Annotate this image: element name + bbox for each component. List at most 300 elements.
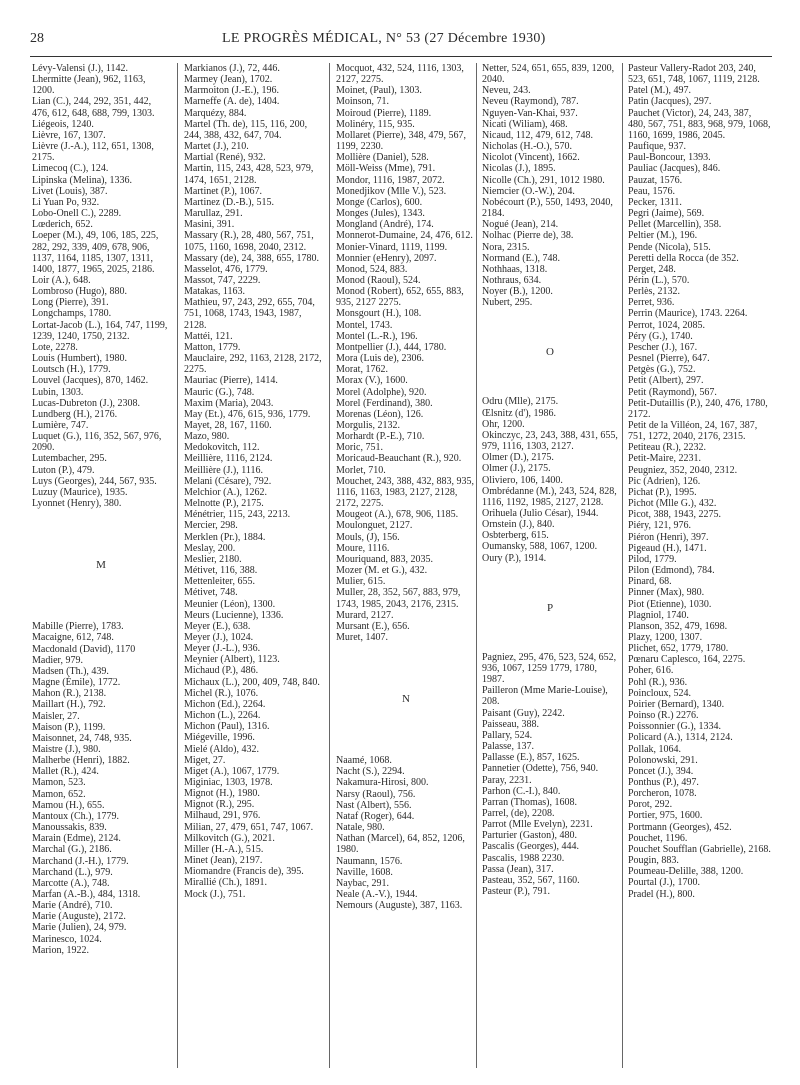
- index-entry: Nathan (Marcel), 64, 852, 1206, 1980.: [336, 833, 465, 856]
- index-entry: Naybac, 291.: [336, 877, 390, 889]
- index-entry: Lièvre, 167, 1307.: [32, 129, 106, 141]
- index-entry: Mignot (R.), 295.: [184, 799, 255, 811]
- index-entry: Mouchet, 243, 388, 432, 883, 935, 1116, 1163, 1983, 2127, 2128, 2172, 2275.: [336, 475, 475, 510]
- index-entry: Mongland (André), 174.: [336, 219, 434, 231]
- index-column-1: [32, 63, 170, 956]
- index-entry: Madier, 979.: [32, 654, 83, 666]
- index-entry: Monges (Jules), 1343.: [336, 208, 425, 220]
- index-entry: Mazo, 980.: [184, 431, 230, 443]
- index-entry: Lhermitte (Jean), 962, 1163, 1200.: [32, 74, 146, 97]
- index-entry: Monod (Robert), 652, 655, 883, 935, 2127 2275.: [336, 286, 464, 309]
- index-entry: Monnier (eHenry), 2097.: [336, 252, 437, 264]
- index-entry: Loir (A.), 648.: [32, 274, 91, 286]
- index-entry: Nora, 2315.: [482, 241, 530, 253]
- index-entry: Pichot (Mlle G.), 432.: [628, 498, 717, 510]
- index-entry: Osbterberg, 615.: [482, 530, 549, 542]
- index-entry: Massary (R.), 28, 480, 567, 751, 1075, 1160, 1698, 2040, 2312.: [184, 230, 314, 253]
- index-entry: Petit de la Villéon, 24, 167, 387, 751, 1272, 2040, 2176, 2315.: [628, 420, 758, 443]
- section-letter-heading: O: [546, 346, 554, 359]
- index-entry: Meyer (E.), 638.: [184, 620, 251, 632]
- index-entry: Nicolas (J.), 1895.: [482, 163, 556, 175]
- index-entry: Nemours (Auguste), 387, 1163.: [336, 900, 463, 912]
- index-entry: Miget, 27.: [184, 754, 226, 766]
- index-column-2: [184, 63, 324, 900]
- index-entry: Mulier, 615.: [336, 576, 386, 588]
- index-entry: Petit (Albert), 297.: [628, 375, 704, 387]
- column-divider: [622, 63, 623, 1068]
- index-entry: Paisseau, 388.: [482, 718, 539, 730]
- index-entry: Perrin (Maurice), 1743. 2264.: [628, 308, 748, 320]
- index-entry: Nobécourt (P.), 550, 1493, 2040, 2184.: [482, 196, 613, 220]
- index-entry: Natale, 980.: [336, 822, 385, 834]
- index-column-3: [336, 63, 476, 911]
- index-entry: Pegri (Jaime), 569.: [628, 208, 705, 220]
- index-entry: Netter, 524, 651, 655, 839, 1200, 2040.: [482, 63, 615, 86]
- index-entry: Marfan (A.-B.), 484, 1318.: [32, 889, 141, 900]
- index-entry: Peretti della Rocca (de 352.: [628, 252, 739, 264]
- index-entry: Massary (de), 24, 388, 655, 1780.: [184, 252, 319, 264]
- index-entry: Markianos (J.), 72, 446.: [184, 63, 280, 74]
- index-entry: Matton, 1779.: [184, 341, 241, 353]
- index-entry: Petit-Maire, 2231.: [628, 453, 702, 465]
- index-entry: Nubert, 295.: [482, 297, 533, 309]
- index-entry: Miller (H.-A.), 515.: [184, 843, 264, 855]
- index-entry: Peugniez, 352, 2040, 2312.: [628, 464, 738, 476]
- index-entry: Marain (Edme), 2124.: [32, 833, 121, 845]
- index-entry: Piot (Etienne), 1030.: [628, 598, 712, 610]
- index-entry: Marinesco, 1024.: [32, 933, 102, 945]
- index-entry: Muret, 1407.: [336, 631, 388, 643]
- index-entry: Ombrédanne (M.), 243, 524, 828, 1116, 1192, 1985, 2127, 2128.: [482, 485, 617, 508]
- index-entry: Piéron (Henri), 397.: [628, 531, 709, 543]
- index-entry: Métivet, 116, 388.: [184, 565, 258, 577]
- index-entry: Moric, 751.: [336, 442, 383, 454]
- index-entry: Perrot, 1024, 2085.: [628, 319, 705, 331]
- index-entry: Meslay, 200.: [184, 542, 236, 554]
- index-entry: Pougin, 883.: [628, 855, 679, 867]
- index-entry: Monnerot-Dumaine, 24, 476, 612.: [336, 230, 473, 242]
- index-entry: Naamé, 1068.: [336, 755, 392, 767]
- index-entry: Marquézy, 884.: [184, 107, 247, 119]
- index-entry: Mayet, 28, 167, 1160.: [184, 420, 272, 431]
- index-entry: Maillart (H.), 792.: [32, 699, 106, 711]
- index-entry: Pasteur Vallery-Radot 203, 240, 523, 651, 748, 1067, 1119, 2128.: [628, 63, 760, 86]
- index-entry: Nolhac (Pierre de), 38.: [482, 230, 574, 242]
- column-divider: [329, 63, 330, 1068]
- index-entry: Martel (Th. de), 115, 116, 200, 244, 388, 432, 647, 704.: [184, 118, 308, 141]
- index-entry: Picot, 388, 1943, 2275.: [628, 509, 722, 521]
- index-entry: Masselot, 476, 1779.: [184, 263, 268, 275]
- index-entry: Li Yuan Po, 932.: [32, 196, 100, 208]
- index-entry: Martinet (P.), 1067.: [184, 185, 263, 197]
- index-entry: Morlet, 710.: [336, 464, 386, 476]
- index-entry: Poissonnier (G.), 1334.: [628, 721, 722, 733]
- index-entry: Molinéry, 115, 935.: [336, 118, 415, 130]
- index-entry: Murard, 2127.: [336, 609, 394, 621]
- index-entry: Pourtal (J.), 1700.: [628, 877, 700, 889]
- index-entry: Matakas, 1163.: [184, 286, 246, 298]
- index-entry: Patin (Jacques), 297.: [628, 96, 712, 108]
- index-entry: Marmoiton (J.-E.), 196.: [184, 85, 279, 97]
- index-entry: Olmer (J.), 2175.: [482, 463, 551, 475]
- index-entry: Liégeois, 1240.: [32, 118, 94, 130]
- index-entry: Monod, 524, 883.: [336, 263, 408, 275]
- index-entry: Limecoq (C.), 124.: [32, 163, 109, 175]
- index-entry: Mathieu, 97, 243, 292, 655, 704, 751, 1068, 1743, 1943, 1987, 2128.: [184, 297, 315, 331]
- index-entry: May (Et.), 476, 615, 936, 1779.: [184, 408, 311, 420]
- index-entry: Lévy-Valensi (J.), 1142.: [32, 63, 128, 74]
- index-entry: Melani (Césare), 792.: [184, 475, 272, 487]
- index-entry: Odru (Mlle), 2175.: [482, 396, 559, 408]
- index-entry: Martinez (D.-B.), 515.: [184, 196, 274, 208]
- index-entry: Michel (R.), 1076.: [184, 687, 259, 699]
- index-entry: Nicaud, 112, 479, 612, 748.: [482, 129, 594, 141]
- index-entry: Niemcier (O.-W.), 204.: [482, 185, 575, 197]
- index-entry: Poirier (Bernard), 1340.: [628, 698, 725, 710]
- index-entry: Marneffe (A. de), 1404.: [184, 96, 280, 108]
- index-entry: Lote, 2278.: [32, 341, 78, 353]
- index-entry: Lubin, 1303.: [32, 386, 84, 398]
- index-entry: Parran (Thomas), 1608.: [482, 796, 577, 808]
- index-entry: Moricaud-Beauchant (R.), 920.: [336, 453, 462, 465]
- index-entry: Poincloux, 524.: [628, 687, 692, 699]
- index-entry: Miégeville, 1996.: [184, 732, 255, 744]
- index-entry: Poumeau-Delille, 388, 1200.: [628, 866, 744, 878]
- index-entry: Morgulis, 2132.: [336, 420, 400, 431]
- index-entry: Longchamps, 1780.: [32, 308, 112, 320]
- index-entry: Parrel, (de), 2208.: [482, 807, 555, 819]
- index-entry: Monsgourt (H.), 108.: [336, 308, 422, 320]
- index-entry: Lortat-Jacob (L.), 164, 747, 1199, 1239, 1240, 1750, 2132.: [32, 319, 168, 342]
- index-entry: Petiteau (R.), 2232.: [628, 442, 707, 454]
- index-entry: Morel (Adolphe), 920.: [336, 386, 427, 398]
- index-entry: Luys (Georges), 244, 567, 935.: [32, 475, 157, 487]
- index-entry: Moulonguet, 2127.: [336, 520, 413, 532]
- index-entry: Nicholas (H.-O.), 570.: [482, 141, 572, 153]
- index-entry: Périn (L.), 570.: [628, 274, 690, 286]
- index-entry: Parhon (C.-I.), 840.: [482, 785, 561, 797]
- index-entry: Livet (Louis), 387.: [32, 185, 108, 197]
- index-entry: Mamon, 523.: [32, 777, 86, 789]
- index-entry: Lœderich, 652.: [32, 219, 93, 231]
- index-entry: Pauliac (Jacques), 846.: [628, 163, 721, 175]
- index-entry: Lutembacher, 295.: [32, 453, 107, 465]
- index-column-5: [628, 63, 771, 900]
- index-entry: Merklen (Pr.), 1884.: [184, 531, 266, 543]
- index-entry: Petit (Raymond), 567.: [628, 386, 717, 398]
- index-entry: Oumansky, 588, 1067, 1200.: [482, 541, 598, 553]
- index-entry: Marion, 1922.: [32, 944, 89, 956]
- index-entry: Mauriac (Pierre), 1414.: [184, 375, 278, 387]
- index-entry: Pescher (J.), 167.: [628, 341, 698, 353]
- index-entry: Michon (Paul), 1316.: [184, 721, 270, 733]
- section-letter-heading: P: [546, 601, 554, 614]
- index-entry: Pilon (Edmond), 784.: [628, 565, 715, 577]
- index-entry: Lombroso (Hugo), 880.: [32, 286, 127, 298]
- index-entry: Michaux (L.), 200, 409, 748, 840.: [184, 676, 320, 688]
- index-entry: Neveu (Raymond), 787.: [482, 96, 579, 108]
- index-entry: Ornstein (J.), 840.: [482, 519, 555, 531]
- index-entry: Peau, 1576.: [628, 185, 675, 197]
- index-entry: Mocquot, 432, 524, 1116, 1303, 2127, 2275.: [336, 63, 464, 86]
- index-entry: Loeper (M.), 49, 106, 185, 225, 282, 292, 339, 409, 678, 906, 1137, 1164, 1185, 1307, 1311, 1400, 1877, 1965, 2025, 2186.: [32, 230, 159, 275]
- index-entry: Okinczyc, 23, 243, 388, 431, 655, 979, 1116, 1303, 2127.: [482, 429, 618, 453]
- journal-header-title: LE PROGRÈS MÉDICAL, N° 53 (27 Décembre 1930): [222, 31, 546, 46]
- index-entry: Petit-Dutaillis (P.), 240, 476, 1780, 2172.: [628, 397, 768, 420]
- index-entry: Pallary, 524.: [482, 729, 533, 741]
- index-entry: Normand (E.), 748.: [482, 252, 561, 264]
- index-entry: Mattéi, 121.: [184, 330, 233, 342]
- index-entry: Pinard, 68.: [628, 576, 672, 588]
- index-entry: Pradel (H.), 800.: [628, 888, 695, 900]
- index-entry: Ponthus (P.), 497.: [628, 777, 699, 788]
- index-entry: Nothraus, 634.: [482, 274, 542, 286]
- index-entry: Monedjikov (Mlle V.), 523.: [336, 185, 447, 197]
- index-entry: Mollaret (Pierre), 348, 479, 567, 1199, 2230.: [336, 129, 466, 153]
- index-entry: Naumann, 1576.: [336, 855, 403, 867]
- index-entry: Policard (A.), 1314, 2124.: [628, 732, 733, 744]
- index-entry: Meynier (Albert), 1123.: [184, 654, 280, 666]
- index-entry: Masini, 391.: [184, 219, 235, 231]
- index-entry: Milian, 27, 479, 651, 747, 1067.: [184, 821, 314, 833]
- index-entry: Pollak, 1064.: [628, 743, 682, 755]
- index-entry: Pasteau, 352, 567, 1160.: [482, 874, 580, 886]
- index-entry: Pœnaru Caplesco, 164, 2275.: [628, 654, 746, 666]
- index-entry: Moinson, 71.: [336, 96, 390, 108]
- index-entry: Nicolot (Vincent), 1662.: [482, 152, 580, 164]
- index-entry: Nacht (S.), 2294.: [336, 766, 405, 778]
- index-entry: Mignot (H.), 1980.: [184, 788, 260, 800]
- index-entry: Mora (Luis de), 2306.: [336, 353, 425, 365]
- index-entry: Piéry, 121, 976.: [628, 520, 691, 532]
- index-entry: Marchal (G.), 2186.: [32, 844, 112, 856]
- index-entry: Madsen (Th.), 439.: [32, 665, 109, 677]
- index-entry: Meslier, 2180.: [184, 553, 242, 565]
- index-entry: Monier-Vinard, 1119, 1199.: [336, 241, 448, 253]
- index-entry: Mettenleiter, 655.: [184, 576, 255, 588]
- index-entry: Pallasse (E.), 857, 1625.: [482, 752, 580, 764]
- index-entry: Pilod, 1779.: [628, 553, 677, 565]
- header-divider: [30, 56, 772, 57]
- index-entry: Miget (A.), 1067, 1779.: [184, 765, 280, 777]
- index-entry: Olmer (D.), 2175.: [482, 452, 554, 464]
- index-entry: Palasse, 137.: [482, 741, 534, 753]
- index-entry: Manoussakis, 839.: [32, 822, 107, 834]
- index-entry: Malherbe (Henri), 1882.: [32, 755, 130, 767]
- index-entry: Pohl (R.), 936.: [628, 676, 688, 688]
- index-entry: Mock (J.), 751.: [184, 888, 246, 900]
- index-entry: Morat, 1762.: [336, 364, 388, 376]
- index-entry: Pascalis, 1988 2230.: [482, 852, 565, 864]
- index-entry: Maisler, 27.: [32, 710, 80, 722]
- index-entry: Porot, 292.: [628, 799, 673, 811]
- index-entry: Parrot (Mlle Evelyn), 2231.: [482, 819, 593, 831]
- section-letter-heading: M: [96, 559, 106, 572]
- index-entry: Maison (P.), 1199.: [32, 721, 106, 733]
- index-entry: Mielé (Aldo), 432.: [184, 743, 259, 755]
- index-entry: Massot, 747, 2229.: [184, 274, 261, 286]
- index-entry: Poinso (R.) 2276.: [628, 710, 699, 722]
- index-entry: Mercier, 298.: [184, 520, 238, 532]
- index-entry: Monge (Carlos), 600.: [336, 196, 423, 208]
- index-entry: Mozer (M. et G.), 432.: [336, 565, 428, 577]
- index-entry: Louis (Humbert), 1980.: [32, 353, 127, 365]
- index-entry: Polonowski, 291.: [628, 754, 698, 766]
- index-entry: Nataf (Roger), 644.: [336, 810, 415, 822]
- index-entry: Nothhaas, 1318.: [482, 263, 548, 275]
- index-entry: Mursant (E.), 656.: [336, 620, 410, 632]
- index-entry: Paray, 2231.: [482, 774, 532, 786]
- index-entry: Miginiac, 1303, 1978.: [184, 777, 273, 788]
- index-entry: Louvel (Jacques), 870, 1462.: [32, 375, 149, 387]
- index-entry: Montel (L.-R.), 196.: [336, 330, 418, 342]
- index-entry: Montel, 1743.: [336, 319, 393, 331]
- index-entry: Ménétrier, 115, 243, 2213.: [184, 509, 291, 521]
- index-entry: Portmann (Georges), 452.: [628, 821, 732, 833]
- index-entry: Moiroud (Pierre), 1189.: [336, 107, 432, 119]
- index-entry: Pailleron (Mme Marie-Louise), 208.: [482, 685, 608, 708]
- index-entry: Mabille (Pierre), 1783.: [32, 621, 124, 633]
- index-entry: Pagniez, 295, 476, 523, 524, 652, 936, 1067, 1259 1779, 1780, 1987.: [482, 651, 617, 686]
- index-entry: Plagniol, 1740.: [628, 609, 689, 621]
- page-number: 28: [30, 31, 44, 46]
- index-entry: Paisant (Guy), 2242.: [482, 707, 565, 719]
- index-entry: Meillière, 1116, 2124.: [184, 453, 273, 465]
- index-entry: Moure, 1116.: [336, 542, 390, 554]
- index-entry: Perret, 936.: [628, 297, 675, 309]
- index-entry: Parturier (Gaston), 480.: [482, 830, 577, 842]
- index-entry: Nguyen-Van-Khai, 937.: [482, 107, 578, 119]
- index-entry: Lièvre (J.-A.), 112, 651, 1308, 2175.: [32, 141, 154, 164]
- index-entry: Passa (Jean), 317.: [482, 863, 554, 875]
- index-entry: Magne (Émile), 1772.: [32, 677, 121, 689]
- index-entry: Oury (P.), 1914.: [482, 552, 547, 564]
- index-entry: Michaud (P.), 486.: [184, 665, 259, 677]
- index-entry: Luton (P.), 479.: [32, 464, 95, 476]
- index-entry: Marchand (L.), 979.: [32, 866, 113, 878]
- index-entry: Nast (Albert), 556.: [336, 799, 412, 811]
- index-entry: Mauclaire, 292, 1163, 2128, 2172, 2275.: [184, 353, 322, 376]
- index-entry: Lumière, 747.: [32, 420, 89, 431]
- index-entry: Marmey (Jean), 1702.: [184, 74, 273, 86]
- index-entry: Lucas-Dubreton (J.), 2308.: [32, 397, 141, 409]
- index-entry: Nicolle (Ch.), 291, 1012 1980.: [482, 174, 605, 186]
- index-entry: Loutsch (H.), 1779.: [32, 364, 111, 376]
- index-entry: Paufique, 937.: [628, 141, 687, 153]
- index-entry: Michon (L.), 2264.: [184, 710, 261, 722]
- index-entry: Michon (Ed.), 2264.: [184, 698, 266, 710]
- index-entry: Melchior (A.), 1262.: [184, 486, 268, 498]
- index-entry: Mollière (Daniel), 528.: [336, 152, 429, 164]
- index-entry: Pecker, 1311.: [628, 196, 682, 208]
- index-entry: Meunier (Léon), 1300.: [184, 598, 276, 610]
- index-entry: Monod (Raoul), 524.: [336, 274, 421, 286]
- index-entry: Milhaud, 291, 976.: [184, 810, 261, 822]
- index-entry: Oliviero, 106, 1400.: [482, 474, 563, 486]
- index-entry: Martin, 115, 243, 428, 523, 979, 1474, 1651, 2128.: [184, 163, 314, 186]
- index-entry: Morhardt (P.-E.), 710.: [336, 431, 425, 443]
- index-entry: Marie (Julien), 24, 979.: [32, 922, 127, 934]
- index-entry: Meyer (J.-L.), 936.: [184, 643, 261, 655]
- index-entry: Pasteur (P.), 791.: [482, 886, 551, 898]
- index-entry: Mantoux (Ch.), 1779.: [32, 810, 119, 822]
- index-entry: Patel (M.), 497.: [628, 85, 692, 97]
- index-entry: Pouchet Soufflan (Gabrielle), 2168.: [628, 843, 771, 855]
- index-entry: Meillière (J.), 1116.: [184, 464, 263, 476]
- section-letter-heading: N: [402, 693, 410, 706]
- index-entry: Milkovitch (G.), 2021.: [184, 832, 275, 844]
- index-entry: Macdonald (David), 1170: [32, 643, 136, 655]
- index-entry: Pichat (P.), 1995.: [628, 486, 697, 498]
- index-entry: Ohr, 1200.: [482, 418, 525, 430]
- index-entry: Perlès, 2132.: [628, 286, 680, 298]
- index-entry: Medokovitch, 112.: [184, 442, 260, 454]
- index-entry: Pouchet, 1196.: [628, 832, 688, 844]
- index-entry: Lobo-Onell C.), 2289.: [32, 208, 122, 220]
- index-entry: Orihuela (Julio César), 1944.: [482, 508, 599, 519]
- index-entry: Marullaz, 291.: [184, 208, 243, 220]
- index-entry: Macaigne, 612, 748.: [32, 632, 114, 644]
- index-entry: Miomandre (Francis de), 395.: [184, 866, 304, 878]
- column-divider: [476, 63, 477, 1068]
- index-entry: Peltier (M.), 196.: [628, 230, 698, 242]
- index-entry: Pannetier (Odette), 756, 940.: [482, 763, 599, 775]
- index-entry: Mouls, (J), 156.: [336, 531, 400, 543]
- index-entry: Lundberg (H.), 2176.: [32, 408, 118, 420]
- index-entry: Naville, 1608.: [336, 866, 393, 878]
- index-entry: Mondor, 1116, 1987, 2072.: [336, 174, 445, 186]
- index-entry: Luquet (G.), 116, 352, 567, 976, 2090.: [32, 431, 162, 454]
- index-entry: Porcheron, 1078.: [628, 788, 697, 800]
- index-entry: Meyer (J.), 1024.: [184, 631, 254, 643]
- index-entry: Pauchet (Victor), 24, 243, 387, 480, 567, 751, 883, 968, 979, 1068, 1160, 1699, 1986, 2045.: [628, 107, 771, 141]
- index-entry: Minet (Jean), 2197.: [184, 855, 263, 867]
- index-entry: Péry (G.), 1740.: [628, 330, 693, 342]
- index-entry: Moinet, (Paul), 1303.: [336, 85, 422, 97]
- index-entry: Plazy, 1200, 1307.: [628, 631, 703, 643]
- index-entry: Pigeaud (H.), 1471.: [628, 542, 707, 554]
- index-entry: Luzuy (Maurice), 1935.: [32, 486, 128, 498]
- index-entry: Paul-Boncour, 1393.: [628, 152, 711, 164]
- index-entry: Pinner (Max), 980.: [628, 587, 705, 599]
- index-entry: Martial (René), 932.: [184, 152, 266, 164]
- index-entry: Nakamura-Hirosi, 800.: [336, 777, 429, 789]
- column-divider: [177, 63, 178, 1068]
- index-entry: Portier, 975, 1600.: [628, 810, 703, 822]
- index-entry: Morel (Ferdinand), 380.: [336, 397, 433, 409]
- index-entry: Lyonnet (Henry), 380.: [32, 498, 122, 510]
- index-column-4: [482, 63, 618, 897]
- index-entry: Nicati (Wiliam), 468.: [482, 118, 568, 130]
- index-entry: Maisonnet, 24, 748, 935.: [32, 732, 132, 744]
- index-entry: Maistre (J.), 980.: [32, 743, 101, 755]
- index-entry: Marie (Auguste), 2172.: [32, 911, 126, 923]
- index-entry: Muller, 28, 352, 567, 883, 979, 1743, 1985, 2043, 2176, 2315.: [336, 587, 461, 610]
- index-entry: Mamou (H.), 655.: [32, 799, 105, 811]
- index-entry: Neale (A.-V.), 1944.: [336, 889, 418, 900]
- index-entry: Lipinska (Melina), 1336.: [32, 174, 132, 186]
- index-entry: Pesnel (Pierre), 647.: [628, 353, 710, 365]
- index-entry: Meurs (Lucienne), 1336.: [184, 609, 284, 621]
- index-entry: Mamon, 652.: [32, 788, 86, 800]
- index-entry: Petgès (G.), 752.: [628, 364, 696, 376]
- index-entry: Perget, 248.: [628, 263, 676, 275]
- index-entry: Melnotte (P.), 2175.: [184, 498, 264, 510]
- index-entry: Nogué (Jean), 214.: [482, 219, 559, 231]
- index-entry: Planson, 352, 479, 1698.: [628, 620, 728, 632]
- index-entry: Noyer (B.), 1200.: [482, 286, 553, 298]
- index-entry: Martet (J.), 210.: [184, 141, 249, 153]
